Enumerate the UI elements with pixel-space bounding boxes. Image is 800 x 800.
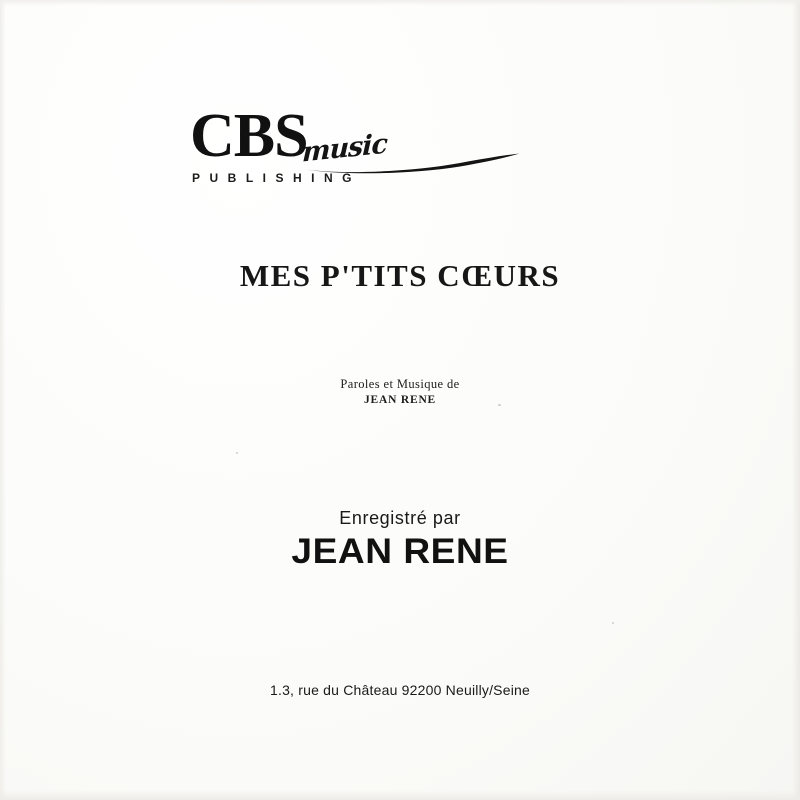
scan-speck xyxy=(612,622,614,624)
scan-speck xyxy=(236,452,238,454)
performer-label: Enregistré par xyxy=(339,508,461,528)
paper-edge-top xyxy=(0,0,800,6)
credits-author: JEAN RENE xyxy=(363,394,437,406)
credits-role: Paroles et Musique de xyxy=(340,377,460,391)
page-title: MES P'TITS CŒURS xyxy=(239,258,561,293)
publisher-address: 1.3, rue du Château 92200 Neuilly/Seine xyxy=(270,682,530,698)
credits-block xyxy=(0,377,800,406)
publishing-subtitle: PUBLISHING xyxy=(192,171,362,185)
publisher-logo xyxy=(190,102,520,195)
performer-name: JEAN RENE xyxy=(291,532,509,571)
paper-edge-bottom xyxy=(0,790,800,800)
music-script-wordmark: music xyxy=(301,128,388,169)
cbs-wordmark: CBS xyxy=(190,102,308,170)
